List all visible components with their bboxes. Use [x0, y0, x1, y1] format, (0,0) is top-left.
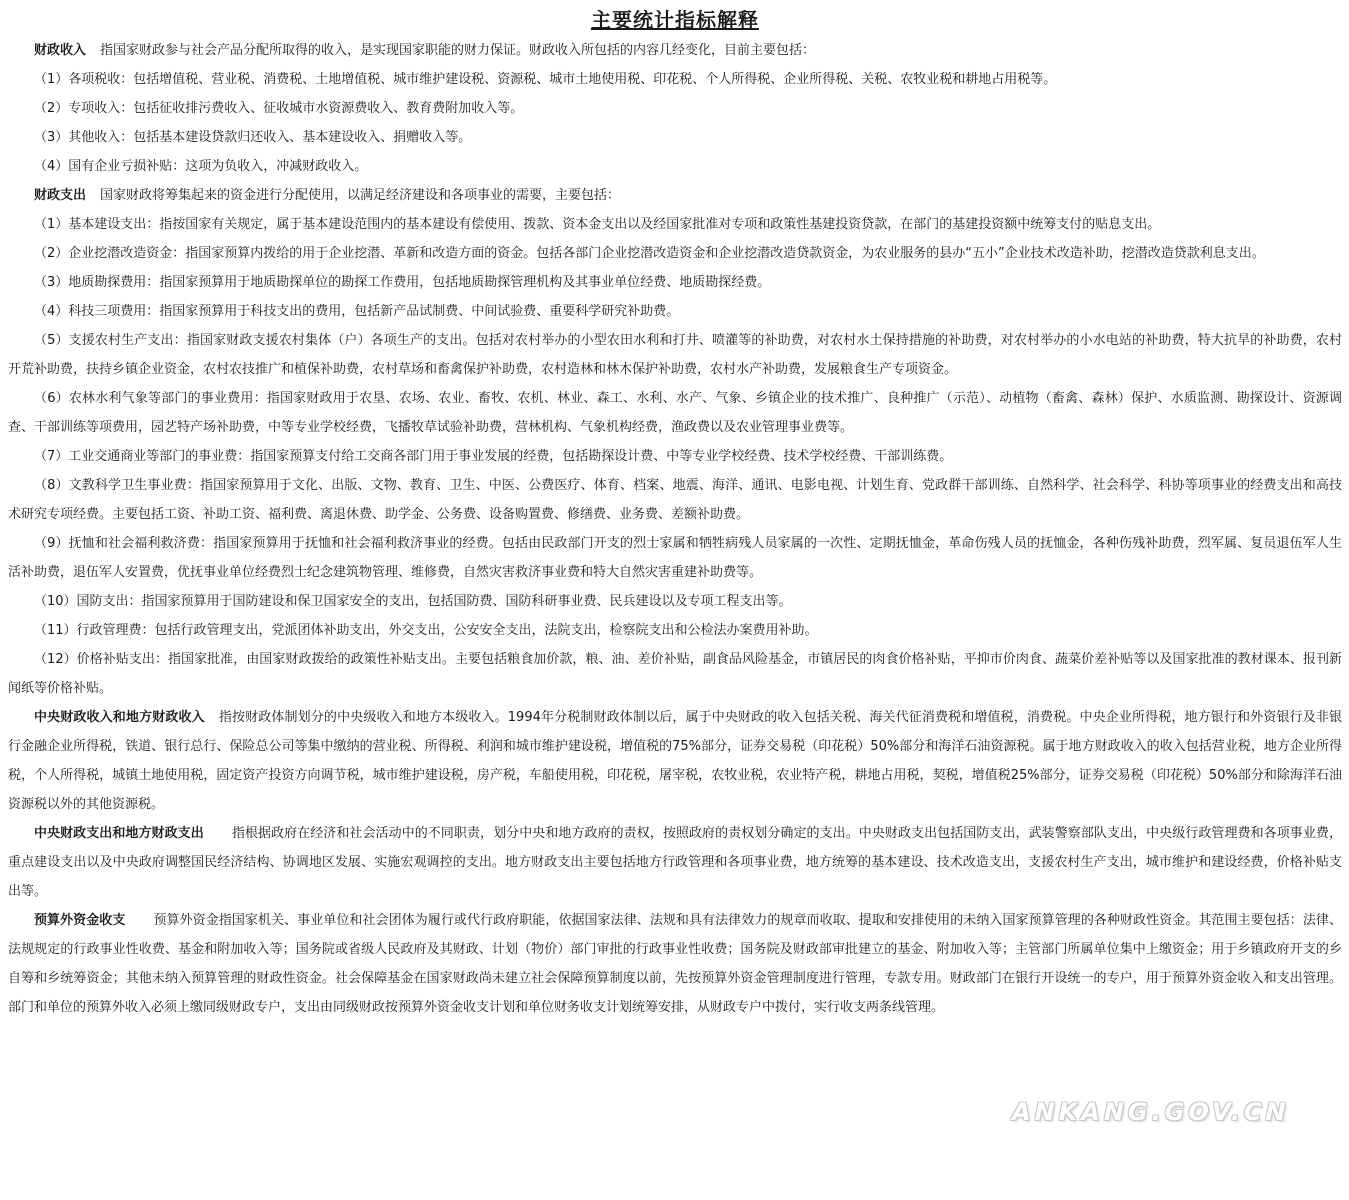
document: [8, 6, 1342, 1022]
term-central-local-revenue: 中央财政收入和地方财政收入: [34, 710, 205, 725]
revenue-item: （2）专项收入：包括征收排污费收入、征收城市水资源费收入、教育费附加收入等。: [34, 101, 524, 116]
revenue-item: （1）各项税收：包括增值税、营业税、消费税、土地增值税、城市维护建设税、资源税、城市土地使用税、印花税、个人所得税、企业所得税、关税、农牧业税和耕地占用税等。: [34, 72, 1057, 87]
term-fiscal-expenditure: 财政支出: [34, 188, 87, 203]
expenditure-item: （9）抚恤和社会福利救济费：指国家预算用于抚恤和社会福利救济事业的经费。包括由民政部门开支的烈士家属和牺牲病残人员家属的一次性、定期抚恤金，革命伤残人员的抚恤金，各种伤残补助费，烈军属、复员退伍军人生活补助费，退伍军人安置费，优抚事业单位经费烈士纪念建筑物管理、维修费，自然灾害救济事业费和特大自然灾害重建补助费等。: [8, 536, 1342, 580]
expenditure-item: （3）地质勘探费用：指国家预算用于地质勘探单位的勘探工作费用，包括地质勘探管理机构及其事业单位经费、地质勘探经费。: [34, 275, 771, 290]
expenditure-item: （12）价格补贴支出：指国家批准，由国家财政拨给的政策性补贴支出。主要包括粮食加价款，粮、油、差价补贴，副食品风险基金，市镇居民的肉食价格补贴，平抑市价肉食、蔬菜价差补贴等以及国家批准的教材课本、报刊新闻纸等价格补贴。: [8, 652, 1342, 696]
page-title: 主要统计指标解释: [591, 8, 759, 32]
term-extra-budget: 预算外资金收支: [34, 913, 126, 928]
revenue-definition: [8, 36, 1342, 65]
extra-budget-text: 预算外资金指国家机关、事业单位和社会团体为履行或代行政府职能，依据国家法律、法规和具有法律效力的规章而收取、提取和安排使用的未纳入国家预算管理的各种财政性资金。其范围主要包括：法律、法规规定的行政事业性收费、基金和附加收入等；国务院或省级人民政府及其财政、计划（物价）部门审批的行政事业性收费；国务院及财政部审批建立的基金、附加收入等；主管部门所属单位集中上缴资金；用于乡镇政府开支的乡自筹和乡统筹资金；其他未纳入预算管理的财政性资金。社会保障基金在国家财政尚未建立社会保障预算制度以前，先按预算外资金管理制度进行管理，专款专用。财政部门在银行开设统一的专户，用于预算外资金收入和支出管理。部门和单位的预算外收入必须上缴同级财政专户，支出由同级财政按预算外资金收支计划和单位财务收支计划统筹安排，从财政专户中拨付，实行收支两条线管理。: [8, 913, 1342, 1015]
expenditure-item: （5）支援农村生产支出：指国家财政支援农村集体（户）各项生产的支出。包括对农村举办的小型农田水利和打井、喷灌等的补助费，对农村水土保持措施的补助费，对农村举办的小水电站的补助费，特大抗旱的补助费，农村开荒补助费，扶持乡镇企业资金，农村农技推广和植保补助费，农村草场和畜禽保护补助费，农村造林和林木保护补助费，农村水产补助费，发展粮食生产专项资金。: [8, 333, 1342, 377]
expenditure-intro: 国家财政将筹集起来的资金进行分配使用，以满足经济建设和各项事业的需要，主要包括：: [100, 188, 621, 203]
expenditure-item: （8）文教科学卫生事业费：指国家预算用于文化、出版、文物、教育、卫生、中医、公费医疗、体育、档案、地震、海洋、通讯、电影电视、计划生育、党政群干部训练、自然科学、社会科学、科协等项事业的经费支出和高技术研究专项经费。主要包括工资、补助工资、福利费、离退休费、助学金、公务费、设备购置费、修缮费、业务费、差额补助费。: [8, 478, 1342, 522]
revenue-item: （3）其他收入：包括基本建设贷款归还收入、基本建设收入、捐赠收入等。: [34, 130, 472, 145]
term-central-local-expenditure: 中央财政支出和地方财政支出: [34, 826, 204, 841]
extra-budget-definition: [8, 906, 1342, 1022]
central-local-expenditure-definition: [8, 819, 1342, 906]
expenditure-item: （11）行政管理费：包括行政管理支出，党派团体补助支出，外交支出，公安安全支出，法院支出，检察院支出和公检法办案费用补助。: [34, 623, 818, 638]
revenue-item: （4）国有企业亏损补贴：这项为负收入，冲减财政收入。: [34, 159, 368, 174]
central-local-expenditure-text: 指根据政府在经济和社会活动中的不同职责，划分中央和地方政府的责权，按照政府的责权划分确定的支出。中央财政支出包括国防支出，武装警察部队支出，中央级行政管理费和各项事业费，重点建设支出以及中央政府调整国民经济结构、协调地区发展、实施宏观调控的支出。地方财政支出主要包括地方行政管理和各项事业费，地方统筹的基本建设、技术改造支出，支援农村生产支出，城市维护和建设经费，价格补贴支出等。: [8, 826, 1342, 899]
expenditure-item: （2）企业挖潜改造资金：指国家预算内拨给的用于企业挖潜、革新和改造方面的资金。包括各部门企业挖潜改造资金和企业挖潜改造贷款资金，为农业服务的县办“五小”企业技术改造补助，挖潜改造贷款利息支出。: [34, 246, 1265, 261]
expenditure-definition: [8, 181, 1342, 210]
expenditure-item: （7）工业交通商业等部门的事业费：指国家预算支付给工交商各部门用于事业发展的经费，包括勘探设计费、中等专业学校经费、技术学校经费、干部训练费。: [34, 449, 953, 464]
expenditure-item: （10）国防支出：指国家预算用于国防建设和保卫国家安全的支出，包括国防费、国防科研事业费、民兵建设以及专项工程支出等。: [34, 594, 792, 609]
expenditure-item: （6）农林水利气象等部门的事业费用：指国家财政用于农垦、农场、农业、畜牧、农机、林业、森工、水利、水产、气象、乡镇企业的技术推广、良种推广（示范）、动植物（畜禽、森林）保护、水质监测、勘探设计、资源调查、干部训练等项费用，园艺特产场补助费，中等专业学校经费，飞播牧草试验补助费，营林机构、气象机构经费，渔政费以及农业管理事业费等。: [8, 391, 1342, 435]
site-watermark: ANKANG.GOV.CN: [1012, 1098, 1290, 1126]
term-fiscal-revenue: 财政收入: [34, 43, 87, 58]
central-local-revenue-definition: [8, 703, 1342, 819]
expenditure-item: （1）基本建设支出：指按国家有关规定，属于基本建设范围内的基本建设有偿使用、拨款、资本金支出以及经国家批准对专项和政策性基建投资贷款，在部门的基建投资额中统筹支付的贴息支出。: [34, 217, 1161, 232]
revenue-intro: 指国家财政参与社会产品分配所取得的收入，是实现国家职能的财力保证。财政收入所包括的内容几经变化，目前主要包括：: [100, 43, 816, 58]
central-local-revenue-text: 指按财政体制划分的中央级收入和地方本级收入。1994年分税制财政体制以后，属于中央财政的收入包括关税、海关代征消费税和增值税，消费税。中央企业所得税，地方银行和外资银行及非银行金融企业所得税，铁道、银行总行、保险总公司等集中缴纳的营业税、所得税、利润和城市维护建设税，增值税的75%部分，证券交易税（印花税）50%部分和海洋石油资源税。属于地方财政收入的收入包括营业税，地方企业所得税，个人所得税，城镇土地使用税，固定资产投资方向调节税，城市维护建设税，房产税，车船使用税，印花税，屠宰税，农牧业税，农业特产税，耕地占用税，契税，增值税25%部分，证券交易税（印花税）50%部分和除海洋石油资源税以外的其他资源税。: [8, 710, 1342, 812]
expenditure-item: （4）科技三项费用：指国家预算用于科技支出的费用，包括新产品试制费、中间试验费、重要科学研究补助费。: [34, 304, 680, 319]
